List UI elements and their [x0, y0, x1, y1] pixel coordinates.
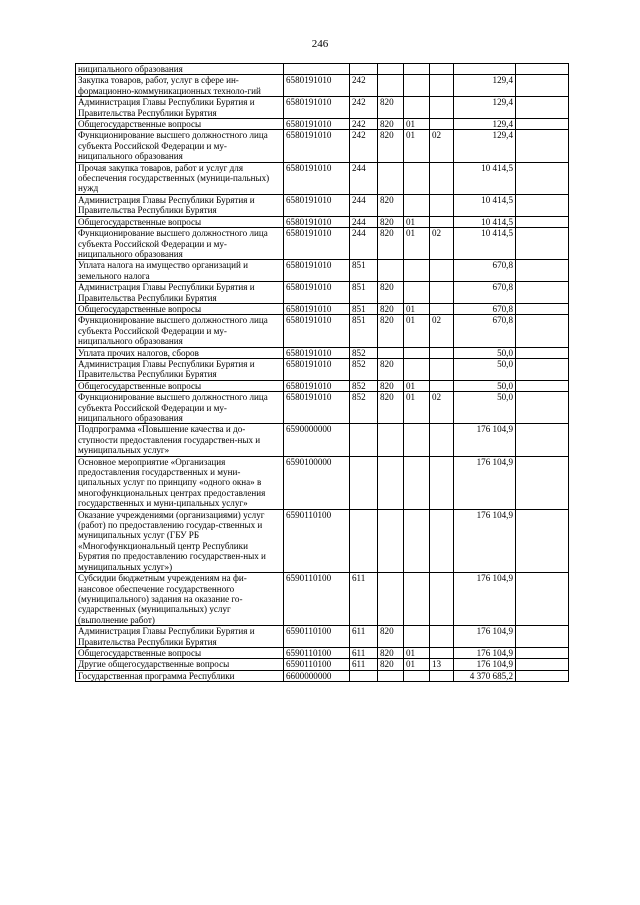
cell-expense-type: 244 — [350, 194, 378, 216]
cell-subsection — [430, 573, 454, 626]
table-row — [76, 347, 569, 358]
cell-administrator: 820 — [378, 119, 404, 130]
table-row — [76, 659, 569, 670]
cell-section — [404, 75, 430, 97]
cell-subsection — [430, 282, 454, 304]
table-row — [76, 216, 569, 227]
budget-table — [75, 63, 569, 682]
table-row — [76, 380, 569, 391]
cell-section — [404, 670, 430, 681]
cell-name: Администрация Главы Республики Бурятия и Правительства Республики Бурятия — [76, 97, 284, 119]
cell-target-article — [284, 64, 350, 75]
cell-section: 01 — [404, 380, 430, 391]
cell-target-article: 6590110100 — [284, 573, 350, 626]
cell-subsection — [430, 303, 454, 314]
cell-subsection — [430, 260, 454, 282]
cell-subsection — [430, 162, 454, 194]
cell-section — [404, 64, 430, 75]
cell-target-article: 6600000000 — [284, 670, 350, 681]
cell-section: 01 — [404, 392, 430, 424]
cell-name: Оказание учреждениями (организациями) услуг (работ) по предоставлению государ-ственных и муниципальных услуг (ГБУ РБ «Многофункциональный центр Республики Бурятия по предоставлению государствен-ных и муниципальных услуг») — [76, 509, 284, 572]
cell-extra — [516, 626, 569, 648]
cell-name: Администрация Главы Республики Бурятия и Правительства Республики Бурятия — [76, 358, 284, 380]
cell-section — [404, 456, 430, 509]
cell-target-article: 6580191010 — [284, 380, 350, 391]
cell-target-article: 6580191010 — [284, 260, 350, 282]
cell-subsection — [430, 75, 454, 97]
cell-administrator — [378, 260, 404, 282]
cell-subsection — [430, 97, 454, 119]
cell-amount: 10 414,5 — [454, 216, 516, 227]
table-row — [76, 130, 569, 162]
cell-extra — [516, 670, 569, 681]
table-row — [76, 303, 569, 314]
cell-extra — [516, 315, 569, 347]
cell-subsection: 02 — [430, 228, 454, 260]
cell-extra — [516, 659, 569, 670]
cell-administrator — [378, 670, 404, 681]
cell-subsection — [430, 670, 454, 681]
cell-target-article: 6580191010 — [284, 216, 350, 227]
cell-expense-type: 851 — [350, 315, 378, 347]
cell-expense-type — [350, 670, 378, 681]
cell-subsection — [430, 509, 454, 572]
cell-subsection: 02 — [430, 130, 454, 162]
cell-administrator: 820 — [378, 130, 404, 162]
cell-name: Уплата прочих налогов, сборов — [76, 347, 284, 358]
cell-subsection: 13 — [430, 659, 454, 670]
cell-expense-type: 244 — [350, 228, 378, 260]
table-row — [76, 573, 569, 626]
cell-target-article: 6590110100 — [284, 659, 350, 670]
table-row — [76, 315, 569, 347]
cell-administrator — [378, 75, 404, 97]
cell-name: Прочая закупка товаров, работ и услуг для обеспечения государственных (муници-пальных) нужд — [76, 162, 284, 194]
page-number: 246 — [311, 38, 329, 50]
cell-extra — [516, 119, 569, 130]
cell-amount: 670,8 — [454, 260, 516, 282]
table-row — [76, 282, 569, 304]
cell-target-article: 6580191010 — [284, 303, 350, 314]
cell-amount: 10 414,5 — [454, 194, 516, 216]
cell-extra — [516, 64, 569, 75]
cell-expense-type — [350, 456, 378, 509]
cell-administrator — [378, 424, 404, 456]
cell-amount: 176 104,9 — [454, 647, 516, 658]
cell-amount: 176 104,9 — [454, 659, 516, 670]
cell-subsection: 02 — [430, 392, 454, 424]
cell-section — [404, 194, 430, 216]
cell-name: Общегосударственные вопросы — [76, 216, 284, 227]
cell-expense-type — [350, 509, 378, 572]
cell-target-article: 6590110100 — [284, 626, 350, 648]
cell-name: Общегосударственные вопросы — [76, 119, 284, 130]
cell-amount: 10 414,5 — [454, 162, 516, 194]
cell-amount: 50,0 — [454, 392, 516, 424]
table-row — [76, 64, 569, 75]
cell-extra — [516, 260, 569, 282]
cell-subsection — [430, 647, 454, 658]
cell-target-article: 6590000000 — [284, 424, 350, 456]
cell-extra — [516, 282, 569, 304]
table-row — [76, 194, 569, 216]
cell-amount: 129,4 — [454, 130, 516, 162]
cell-expense-type: 242 — [350, 130, 378, 162]
cell-name: Другие общегосударственные вопросы — [76, 659, 284, 670]
cell-extra — [516, 162, 569, 194]
budget-table-body — [76, 64, 569, 682]
cell-administrator: 820 — [378, 282, 404, 304]
cell-section — [404, 573, 430, 626]
cell-administrator — [378, 573, 404, 626]
cell-administrator: 820 — [378, 303, 404, 314]
cell-amount: 50,0 — [454, 347, 516, 358]
cell-extra — [516, 573, 569, 626]
cell-extra — [516, 424, 569, 456]
cell-target-article: 6580191010 — [284, 162, 350, 194]
cell-expense-type: 244 — [350, 216, 378, 227]
cell-extra — [516, 358, 569, 380]
cell-target-article: 6590110100 — [284, 509, 350, 572]
cell-section — [404, 260, 430, 282]
cell-name: Подпрограмма «Повышение качества и до-ступности предоставления государствен-ных и муниципальных услуг» — [76, 424, 284, 456]
cell-expense-type: 851 — [350, 303, 378, 314]
cell-extra — [516, 456, 569, 509]
cell-amount — [454, 64, 516, 75]
cell-amount: 176 104,9 — [454, 509, 516, 572]
cell-target-article: 6580191010 — [284, 130, 350, 162]
cell-expense-type: 242 — [350, 75, 378, 97]
cell-expense-type — [350, 424, 378, 456]
cell-name: Общегосударственные вопросы — [76, 380, 284, 391]
cell-expense-type: 242 — [350, 97, 378, 119]
cell-section — [404, 162, 430, 194]
cell-administrator: 820 — [378, 647, 404, 658]
cell-extra — [516, 347, 569, 358]
table-row — [76, 75, 569, 97]
cell-administrator — [378, 456, 404, 509]
cell-target-article: 6580191010 — [284, 315, 350, 347]
cell-extra — [516, 97, 569, 119]
cell-section — [404, 626, 430, 648]
cell-section: 01 — [404, 315, 430, 347]
cell-section — [404, 424, 430, 456]
table-row — [76, 97, 569, 119]
cell-section: 01 — [404, 303, 430, 314]
cell-target-article: 6580191010 — [284, 282, 350, 304]
cell-section: 01 — [404, 130, 430, 162]
cell-subsection — [430, 347, 454, 358]
cell-name: Функционирование высшего должностного лица субъекта Российской Федерации и му-ниципального образования — [76, 228, 284, 260]
cell-administrator: 820 — [378, 194, 404, 216]
cell-administrator: 820 — [378, 392, 404, 424]
cell-target-article: 6580191010 — [284, 97, 350, 119]
cell-expense-type: 242 — [350, 119, 378, 130]
cell-subsection — [430, 626, 454, 648]
cell-administrator: 820 — [378, 97, 404, 119]
cell-target-article: 6580191010 — [284, 358, 350, 380]
cell-section — [404, 509, 430, 572]
cell-expense-type: 611 — [350, 573, 378, 626]
cell-name: Функционирование высшего должностного лица субъекта Российской Федерации и му-ниципального образования — [76, 130, 284, 162]
cell-section — [404, 97, 430, 119]
cell-administrator — [378, 64, 404, 75]
cell-administrator: 820 — [378, 315, 404, 347]
cell-administrator: 820 — [378, 659, 404, 670]
cell-name: Государственная программа Республики — [76, 670, 284, 681]
table-row — [76, 358, 569, 380]
cell-target-article: 6580191010 — [284, 75, 350, 97]
cell-expense-type: 851 — [350, 282, 378, 304]
cell-amount: 670,8 — [454, 282, 516, 304]
cell-extra — [516, 75, 569, 97]
cell-target-article: 6580191010 — [284, 347, 350, 358]
table-row — [76, 392, 569, 424]
cell-target-article: 6580191010 — [284, 119, 350, 130]
cell-target-article: 6590100000 — [284, 456, 350, 509]
cell-extra — [516, 509, 569, 572]
table-row — [76, 424, 569, 456]
cell-extra — [516, 194, 569, 216]
table-row — [76, 509, 569, 572]
cell-section — [404, 358, 430, 380]
cell-amount: 670,8 — [454, 303, 516, 314]
table-row — [76, 228, 569, 260]
cell-name: Администрация Главы Республики Бурятия и Правительства Республики Бурятия — [76, 626, 284, 648]
table-row — [76, 456, 569, 509]
table-row — [76, 260, 569, 282]
cell-expense-type: 852 — [350, 392, 378, 424]
cell-extra — [516, 216, 569, 227]
cell-subsection — [430, 216, 454, 227]
cell-name: Администрация Главы Республики Бурятия и Правительства Республики Бурятия — [76, 282, 284, 304]
cell-expense-type: 851 — [350, 260, 378, 282]
table-row — [76, 647, 569, 658]
cell-amount: 129,4 — [454, 97, 516, 119]
cell-amount: 10 414,5 — [454, 228, 516, 260]
cell-extra — [516, 380, 569, 391]
cell-amount: 176 104,9 — [454, 456, 516, 509]
cell-name: Общегосударственные вопросы — [76, 303, 284, 314]
cell-administrator: 820 — [378, 626, 404, 648]
cell-extra — [516, 130, 569, 162]
cell-expense-type: 611 — [350, 626, 378, 648]
cell-section: 01 — [404, 659, 430, 670]
cell-expense-type: 852 — [350, 347, 378, 358]
cell-amount: 176 104,9 — [454, 626, 516, 648]
cell-amount: 50,0 — [454, 358, 516, 380]
cell-subsection — [430, 358, 454, 380]
cell-expense-type: 244 — [350, 162, 378, 194]
cell-subsection — [430, 194, 454, 216]
cell-administrator: 820 — [378, 380, 404, 391]
cell-name: Субсидии бюджетным учреждениям на фи-нансовое обеспечение государственного (муниципального) задания на оказание го-сударственных (муниципальных) услуг (выполнение работ) — [76, 573, 284, 626]
cell-target-article: 6590110100 — [284, 647, 350, 658]
cell-administrator — [378, 347, 404, 358]
table-row — [76, 626, 569, 648]
cell-subsection — [430, 119, 454, 130]
cell-amount: 670,8 — [454, 315, 516, 347]
cell-name: Общегосударственные вопросы — [76, 647, 284, 658]
cell-amount: 176 104,9 — [454, 573, 516, 626]
cell-amount: 129,4 — [454, 119, 516, 130]
cell-extra — [516, 228, 569, 260]
cell-expense-type: 611 — [350, 659, 378, 670]
cell-expense-type: 611 — [350, 647, 378, 658]
cell-extra — [516, 303, 569, 314]
cell-expense-type — [350, 64, 378, 75]
cell-target-article: 6580191010 — [284, 228, 350, 260]
cell-target-article: 6580191010 — [284, 194, 350, 216]
cell-expense-type: 852 — [350, 380, 378, 391]
cell-section — [404, 347, 430, 358]
table-row — [76, 119, 569, 130]
cell-name: Функционирование высшего должностного лица субъекта Российской Федерации и му-ниципального образования — [76, 315, 284, 347]
cell-amount: 129,4 — [454, 75, 516, 97]
cell-target-article: 6580191010 — [284, 392, 350, 424]
cell-name: ниципального образования — [76, 64, 284, 75]
cell-section: 01 — [404, 228, 430, 260]
cell-subsection — [430, 380, 454, 391]
cell-administrator: 820 — [378, 228, 404, 260]
cell-name: Функционирование высшего должностного лица субъекта Российской Федерации и му-ниципального образования — [76, 392, 284, 424]
cell-subsection — [430, 64, 454, 75]
cell-subsection — [430, 456, 454, 509]
cell-amount: 176 104,9 — [454, 424, 516, 456]
cell-extra — [516, 392, 569, 424]
cell-section: 01 — [404, 647, 430, 658]
cell-expense-type: 852 — [350, 358, 378, 380]
cell-name: Администрация Главы Республики Бурятия и Правительства Республики Бурятия — [76, 194, 284, 216]
cell-name: Основное мероприятие «Организация предоставления государственных и муни-ципальных услуг по принципу «одного окна» в многофункциональных центрах предоставления государственных и муни-ципальных услуг» — [76, 456, 284, 509]
cell-amount: 4 370 685,2 — [454, 670, 516, 681]
cell-section: 01 — [404, 119, 430, 130]
cell-amount: 50,0 — [454, 380, 516, 391]
cell-extra — [516, 647, 569, 658]
cell-administrator: 820 — [378, 358, 404, 380]
cell-administrator — [378, 162, 404, 194]
cell-administrator: 820 — [378, 216, 404, 227]
cell-section — [404, 282, 430, 304]
cell-administrator — [378, 509, 404, 572]
cell-section: 01 — [404, 216, 430, 227]
table-row — [76, 670, 569, 681]
cell-subsection — [430, 424, 454, 456]
cell-name: Закупка товаров, работ, услуг в сфере ин-формационно-коммуникационных техноло-гий — [76, 75, 284, 97]
cell-name: Уплата налога на имущество организаций и земельного налога — [76, 260, 284, 282]
table-row — [76, 162, 569, 194]
cell-subsection: 02 — [430, 315, 454, 347]
